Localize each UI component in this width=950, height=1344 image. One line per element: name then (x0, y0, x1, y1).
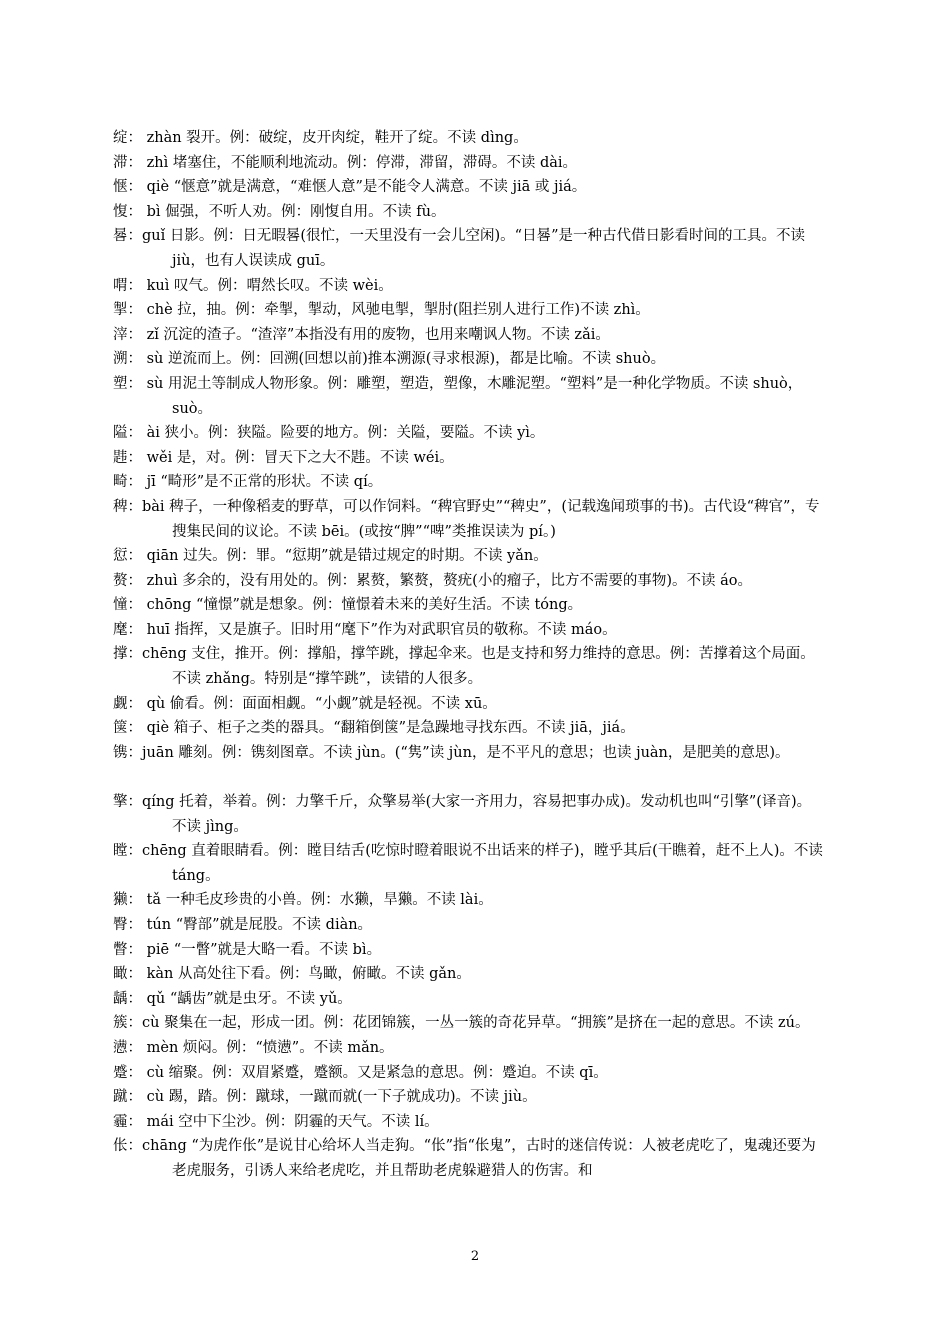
entry (113, 495, 825, 544)
entry (113, 126, 825, 151)
entry-text: 獭： tǎ 一种毛皮珍贵的小兽。例：水獭，旱獭。不读 lài。 (113, 892, 493, 909)
entry-text: 擎：qíng 托着，举着。例：力擎千斤，众擎易举(大家一齐用力，容易把事办成)。发动机也叫“引擎”(译音)。不读 jìng。 (113, 794, 812, 835)
entry-text: 塑： sù 用泥土等制成人物形象。例：雕塑，塑造，塑像，木雕泥塑。“塑料”是一种化学物质。不读 shuò，suò。 (113, 375, 803, 417)
entry-text: 瞥： piē “一瞥”就是大略一看。不读 bì。 (113, 941, 382, 958)
page-number: 2 (470, 1249, 480, 1264)
entry (113, 839, 825, 888)
entry-text: 臀： tún “臀部”就是屁股。不读 diàn。 (113, 917, 373, 933)
entry (113, 716, 825, 741)
entry (113, 938, 825, 963)
entry (113, 913, 825, 938)
entry-text: 隘： ài 狭小。例：狭隘。险要的地方。例：关隘，要隘。不读 yì。 (113, 425, 545, 442)
dictionary-entry-list (113, 126, 825, 1184)
entry (113, 151, 825, 176)
entry-text: 瞰： kàn 从高处往下看。例：鸟瞰，俯瞰。不读 gǎn。 (113, 966, 471, 983)
entry-text: 滓： zǐ 沉淀的渣子。“渣滓”本指没有用的废物，也用来嘲讽人物。不读 zǎi。 (113, 326, 610, 343)
entry-text: 畸： jī “畸形”是不正常的形状。不读 qí。 (113, 474, 383, 491)
entry (113, 1085, 825, 1110)
entry-text: 憧： chōng “憧憬”就是想象。例：憧憬着未来的美好生活。不读 tóng。 (113, 597, 583, 614)
entry (113, 1134, 825, 1183)
entry-text: 愎： bì 倔强，不听人劝。例：刚愎自用。不读 fù。 (113, 203, 446, 220)
entry (113, 642, 825, 691)
entry-text: 瞠：chēng 直着眼睛看。例：瞠目结舌(吃惊时瞪着眼说不出话来的样子)，瞠乎其后(干瞧着，赶不上人)。不读 táng。 (113, 843, 823, 884)
entry-text: 掣： chè 拉，抽。例：牵掣，掣动，风驰电掣，掣肘(阻拦别人进行工作)不读 zhì。 (113, 302, 650, 319)
entry (113, 962, 825, 987)
entry (113, 1036, 825, 1061)
entry (113, 1061, 825, 1086)
entry-text: 绽： zhàn 裂开。例：破绽，皮开肉绽，鞋开了绽。不读 dìng。 (113, 130, 528, 146)
entry (113, 1011, 825, 1036)
entry (113, 175, 825, 200)
entry-text: 稗：bài 稗子，一种像稻麦的野草，可以作饲料。“稗官野史”“稗史”，(记载逸闻琐事的书)。古代设“稗官”，专搜集民间的议论。不读 bēi。(或按“脾”“啤”类推误读为 pí。) (113, 498, 820, 540)
entry (113, 544, 825, 569)
entry (113, 692, 825, 717)
entry-text: 麾： huī 指挥，又是旗子。旧时用“麾下”作为对武职官员的敬称。不读 máo。 (113, 621, 617, 638)
entry-text: 蹴： cù 踢，踏。例：蹴球，一蹴而就(一下子就成功)。不读 jiù。 (113, 1089, 537, 1106)
entry (113, 200, 825, 225)
entry-text: 晷：guǐ 日影。例：日无暇晷(很忙，一天里没有一会儿空闲)。“日晷”是一种古代借日影看时间的工具。不读 jiù，也有人误读成 guī。 (113, 228, 806, 269)
entry (113, 888, 825, 913)
entry (113, 741, 825, 766)
entry (113, 421, 825, 446)
entry (113, 446, 825, 471)
entry (113, 470, 825, 495)
entry-text: 滞： zhì 堵塞住，不能顺利地流动。例：停滞，滞留，滞碍。不读 dài。 (113, 154, 578, 171)
blank-line (113, 765, 825, 790)
entry-text: 龋： qǔ “龋齿”就是虫牙。不读 yǔ。 (113, 990, 352, 1007)
entry-text: 簇：cù 聚集在一起，形成一团。例：花团锦簇，一丛一簇的奇花异草。“拥簇”是挤在一起的意思。不读 zú。 (113, 1015, 810, 1032)
entry (113, 987, 825, 1012)
entry (113, 323, 825, 348)
entry (113, 1110, 825, 1135)
entry-text: 惬： qiè “惬意”就是满意，“难惬人意”是不能令人满意。不读 jiā 或 jiá。 (113, 179, 587, 196)
entry-text: 韪： wěi 是，对。例：冒天下之大不韪。不读 wéi。 (113, 449, 454, 466)
entry (113, 593, 825, 618)
entry-text: 喟： kuì 叹气。例：喟然长叹。不读 wèi。 (113, 277, 393, 294)
entry-text: 镌：juān 雕刻。例：镌刻图章。不读 jùn。(“隽”读 jùn，是不平凡的意思；也读 juàn，是肥美的意思)。 (113, 744, 790, 761)
entry-text: 箧： qiè 箱子、柜子之类的器具。“翻箱倒箧”是急躁地寻找东西。不读 jiā，jiá。 (113, 720, 635, 737)
entry-text: 撑：chēng 支住，推开。例：撑船，撑竿跳，撑起伞来。也是支持和努力维持的意思。例：苦撑着这个局面。不读 zhǎng。特别是“撑竿跳”，读错的人很多。 (113, 646, 815, 688)
entry (113, 790, 825, 839)
entry-text: 蹙： cù 缩聚。例：双眉紧蹙，蹙额。又是紧急的意思。例：蹙迫。不读 qī。 (113, 1064, 608, 1081)
entry-text: 赘： zhuì 多余的，没有用处的。例：累赘，繁赘，赘疣(小的瘤子，比方不需要的事物)。不读 áo。 (113, 572, 752, 589)
entry (113, 618, 825, 643)
entry (113, 569, 825, 594)
entry-text: 觑： qù 偷看。例：面面相觑。“小觑”就是轻视。不读 xū。 (113, 695, 497, 712)
entry (113, 224, 825, 273)
entry-text: 懑： mèn 烦闷。例：“愤懑”。不读 mǎn。 (113, 1039, 394, 1056)
entry-text: 霾： mái 空中下尘沙。例：阴霾的天气。不读 lí。 (113, 1113, 439, 1130)
entry (113, 347, 825, 372)
entry (113, 372, 825, 421)
entry-text: 伥：chāng “为虎作伥”是说甘心给坏人当走狗。“伥”指“伥鬼”，古时的迷信传说：人被老虎吃了，鬼魂还要为老虎服务，引诱人来给老虎吃，并且帮助老虎躲避猎人的伤害。和 (113, 1138, 816, 1179)
entry (113, 298, 825, 323)
entry-text: 愆： qiān 过失。例：罪。“愆期”就是错过规定的时期。不读 yǎn。 (113, 548, 548, 565)
entry (113, 274, 825, 299)
entry-text: 溯： sù 逆流而上。例：回溯(回想以前)推本溯源(寻求根源)，都是比喻。不读 shuò。 (113, 351, 666, 368)
